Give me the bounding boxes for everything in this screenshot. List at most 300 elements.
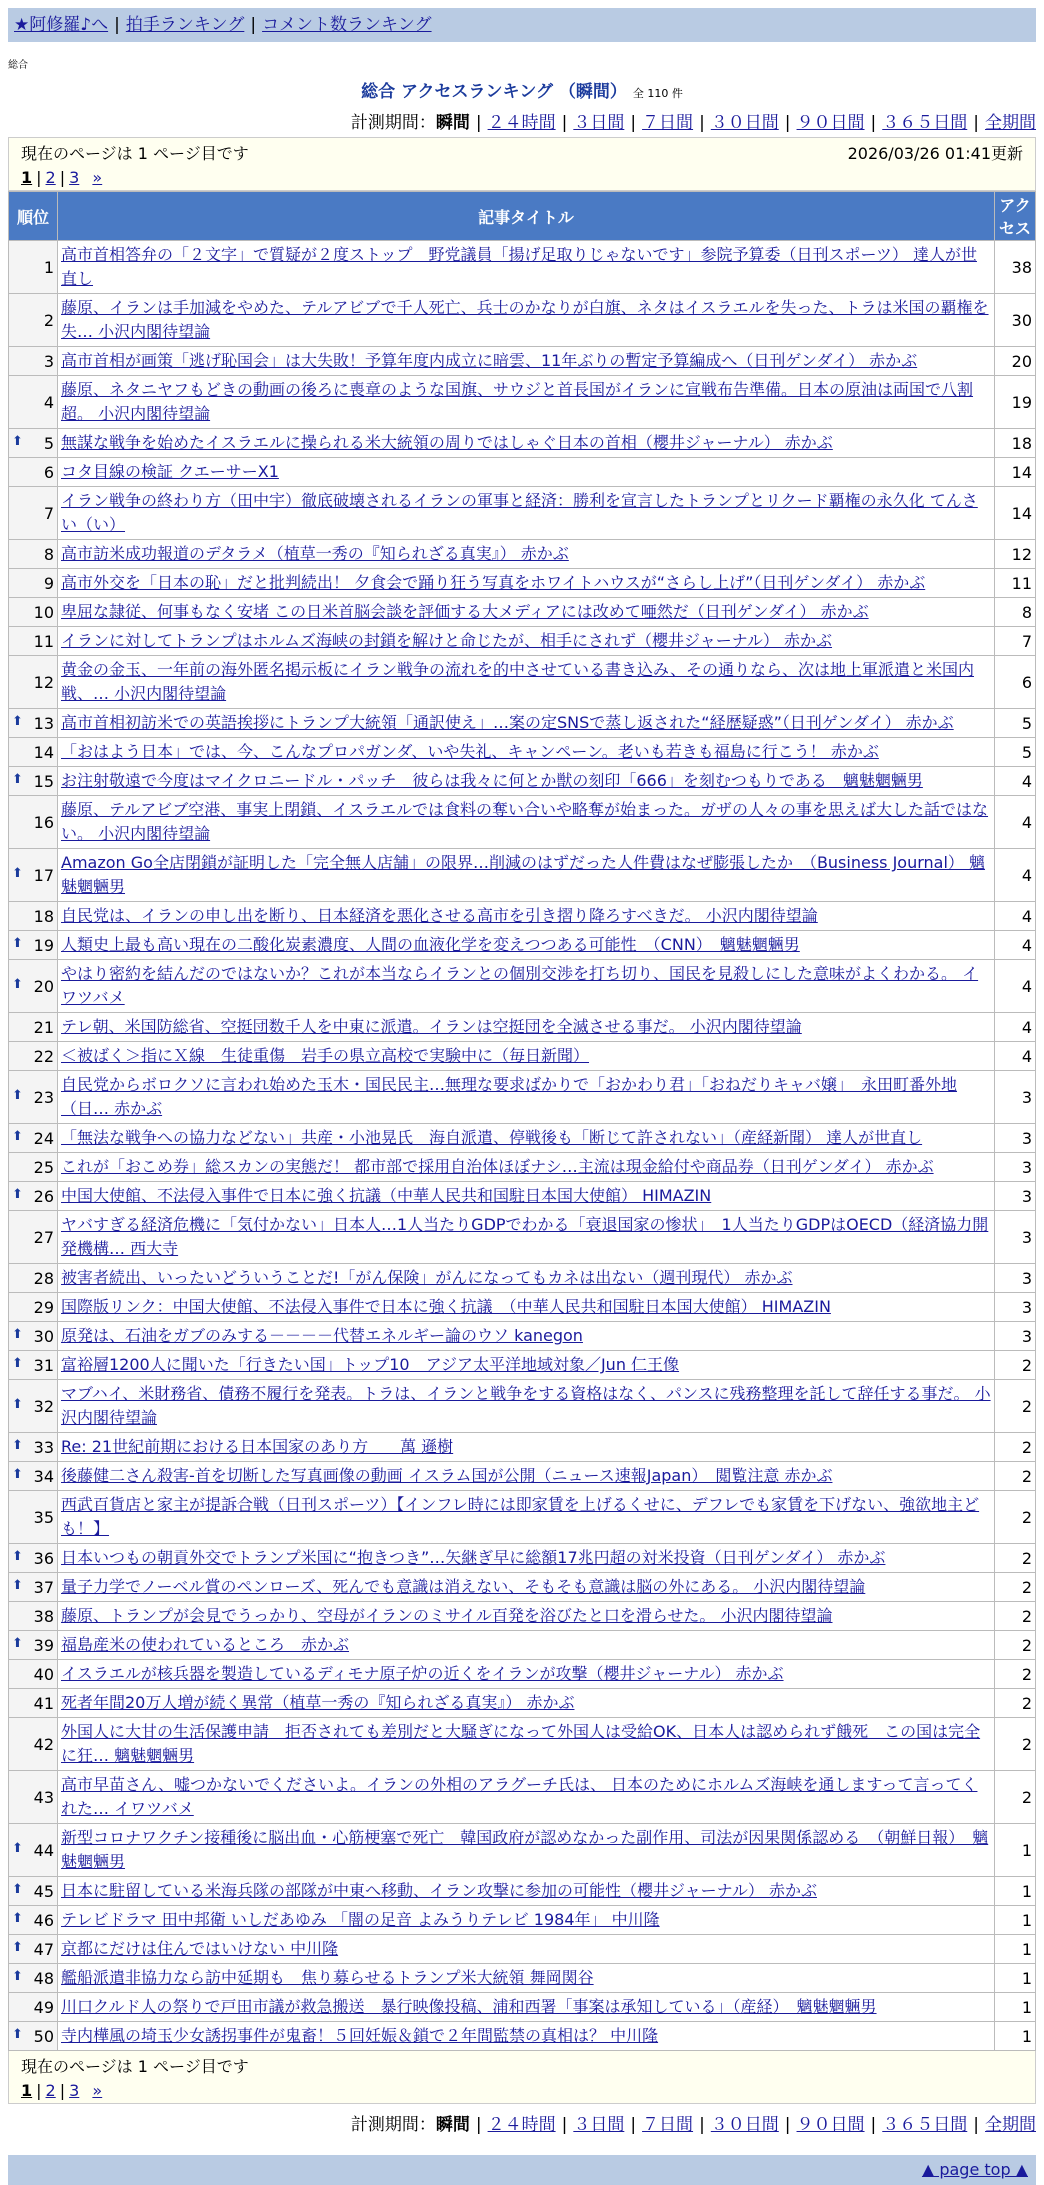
period-separator: | bbox=[630, 2115, 637, 2135]
rank-cell bbox=[9, 1573, 58, 1602]
table-row bbox=[9, 1153, 1036, 1182]
rank-cell bbox=[9, 796, 58, 849]
article-title-link[interactable]: 川口クルド人の祭りで戸田市議が救急搬送 暴行映像投稿、浦和西署「事案は承知している」（産経） 魑魅魍魎男 bbox=[61, 1997, 877, 2016]
access-count: 4 bbox=[995, 849, 1036, 902]
article-title-link[interactable]: 高市訪米成功報道のデタラメ（植草一秀の『知られざる真実』） 赤かぶ bbox=[61, 544, 569, 563]
rank-number: 43 bbox=[33, 1787, 54, 1807]
table-row bbox=[9, 1124, 1036, 1153]
access-count: 3 bbox=[995, 1211, 1036, 1264]
article-title-link[interactable]: 自民党は、イランの申し出を断り、日本経済を悪化させる高市を引き摺り降ろすべきだ。 小沢内閣待望論 bbox=[61, 906, 818, 925]
table-row bbox=[9, 960, 1036, 1013]
table-row bbox=[9, 2022, 1036, 2051]
rank-cell bbox=[9, 241, 58, 294]
rank-number: 34 bbox=[33, 1466, 54, 1486]
title-cell bbox=[58, 1071, 995, 1124]
period-link[interactable]: ９０日間 bbox=[796, 113, 865, 133]
article-title-link[interactable]: 藤原、トランプが会見でうっかり、空母がイランのミサイル百発を浴びたと口を滑らせた。 小沢内閣待望論 bbox=[61, 1606, 833, 1625]
rank-cell bbox=[9, 738, 58, 767]
title-cell bbox=[58, 569, 995, 598]
rank-cell bbox=[9, 1293, 58, 1322]
pager-current: 1 bbox=[21, 168, 33, 187]
access-count: 4 bbox=[995, 1013, 1036, 1042]
arrow-up-icon: ⬆ bbox=[12, 1128, 23, 1144]
access-count: 3 bbox=[995, 1071, 1036, 1124]
title-cell bbox=[58, 1013, 995, 1042]
article-title-link[interactable]: 自民党からボロクソに言われ始めた玉木・国民民主…無理な要求ばかりで「おかわり君」「おねだりキャバ嬢」 永田町番外地（日… 赤かぶ bbox=[61, 1075, 958, 1118]
title-cell bbox=[58, 598, 995, 627]
access-count: 20 bbox=[995, 347, 1036, 376]
rank-cell bbox=[9, 767, 58, 796]
access-count: 4 bbox=[995, 767, 1036, 796]
rank-cell bbox=[9, 2022, 58, 2051]
rank-cell bbox=[9, 1351, 58, 1380]
article-title-link[interactable]: 福島産米の使われているところ 赤かぶ bbox=[61, 1635, 350, 1654]
rank-number: 12 bbox=[33, 672, 54, 692]
category-label: 総合 bbox=[8, 60, 28, 71]
rank-cell bbox=[9, 1071, 58, 1124]
pager-page-link[interactable]: 2 bbox=[45, 2081, 56, 2100]
period-separator: | bbox=[784, 2115, 791, 2135]
article-title-link[interactable]: イラン戦争の終わり方（田中宇）徹底破壊されるイランの軍事と経済：勝利を宣言したトランプとリクード覇権の永久化 てんさい（い） bbox=[61, 491, 978, 534]
access-count: 2 bbox=[995, 1544, 1036, 1573]
pager-next-link[interactable]: » bbox=[92, 168, 103, 187]
period-separator: | bbox=[561, 113, 568, 133]
table-row bbox=[9, 1380, 1036, 1433]
article-title-link[interactable]: 後藤健二さん殺害-首を切断した写真画像の動画 イスラム国が公開（ニュース速報Japan） 閲覧注意 赤かぶ bbox=[61, 1466, 833, 1485]
pager-gap bbox=[83, 2081, 88, 2100]
title-cell bbox=[58, 1433, 995, 1462]
rank-cell bbox=[9, 1877, 58, 1906]
rank-cell bbox=[9, 1824, 58, 1877]
arrow-up-icon: ⬆ bbox=[12, 1548, 23, 1564]
rank-number: 13 bbox=[33, 713, 54, 733]
title-cell bbox=[58, 1877, 995, 1906]
access-count: 4 bbox=[995, 902, 1036, 931]
access-count: 2 bbox=[995, 1771, 1036, 1824]
period-separator: | bbox=[973, 2115, 979, 2135]
pager-separator: | bbox=[36, 2081, 42, 2100]
period-selector-bottom bbox=[0, 2110, 1036, 2135]
access-count: 4 bbox=[995, 1042, 1036, 1071]
article-title-link[interactable]: 藤原、ネタニヤフもどきの動画の後ろに喪章のような国旗、サウジと首長国がイランに宣戦布告準備。日本の原油は両国で八割超。 小沢内閣待望論 bbox=[61, 380, 974, 423]
title-cell bbox=[58, 1042, 995, 1071]
access-count: 2 bbox=[995, 1660, 1036, 1689]
rank-number: 41 bbox=[33, 1693, 54, 1713]
rank-cell bbox=[9, 1182, 58, 1211]
period-separator: | bbox=[699, 2115, 705, 2135]
access-count: 30 bbox=[995, 294, 1036, 347]
article-title-link[interactable]: 高市首相初訪米での英語挨拶にトランプ大統領「通訳使え」…案の定SNSで蒸し返された“経歴疑惑”（日刊ゲンダイ） 赤かぶ bbox=[61, 713, 954, 732]
article-title-link[interactable]: コタ目線の検証 クエーサーX1 bbox=[61, 462, 279, 481]
rank-number: 33 bbox=[33, 1437, 54, 1457]
bottom-bar bbox=[8, 2155, 1036, 2185]
table-row bbox=[9, 241, 1036, 294]
title-cell bbox=[58, 709, 995, 738]
access-count: 19 bbox=[995, 376, 1036, 429]
access-count: 14 bbox=[995, 458, 1036, 487]
article-title-link[interactable]: マブハイ、米財務省、債務不履行を発表。トラは、イランと戦争をする資格はなく、パンスに残務整理を託して辞任する事だ。 小沢内閣待望論 bbox=[61, 1384, 991, 1427]
title-cell bbox=[58, 1462, 995, 1491]
title-cell bbox=[58, 627, 995, 656]
title-cell bbox=[58, 767, 995, 796]
article-title-link[interactable]: テレビドラマ 田中邦衛 いしだあゆみ 「闇の足音 よみうりテレビ 1984年」 中川隆 bbox=[61, 1910, 660, 1929]
period-current: 瞬間 bbox=[435, 113, 470, 133]
arrow-up-icon: ⬆ bbox=[12, 713, 23, 729]
rank-cell bbox=[9, 1660, 58, 1689]
access-count: 2 bbox=[995, 1689, 1036, 1718]
article-title-link[interactable]: やはり密約を結んだのではないか？これが本当ならイランとの個別交渉を打ち切り、国民を見殺しにした意味がよくわかる。 イワツバメ bbox=[61, 964, 979, 1007]
title-cell bbox=[58, 1718, 995, 1771]
pager-page-link[interactable]: 3 bbox=[69, 2081, 80, 2100]
period-selector-top bbox=[0, 108, 1036, 133]
article-title-link[interactable]: 「おはよう日本」では、今、こんなプロパガンダ、いや失礼、キャンペーン。老いも若きも福島に行こう！ 赤かぶ bbox=[61, 742, 879, 761]
article-title-link[interactable]: Amazon Go全店閉鎖が証明した「完全無人店舗」の限界…削減のはずだった人件費はなぜ膨張したか （Business Journal） 魑魅魍魎男 bbox=[61, 853, 986, 896]
article-title-link[interactable]: Re: 21世紀前期における日本国家のあり方 萬 遜樹 bbox=[61, 1437, 454, 1456]
rank-cell bbox=[9, 569, 58, 598]
access-count: 2 bbox=[995, 1491, 1036, 1544]
rank-cell bbox=[9, 458, 58, 487]
rank-number: 24 bbox=[33, 1128, 54, 1148]
pager-gap bbox=[83, 168, 88, 187]
article-title-link[interactable]: 新型コロナワクチン接種後に脳出血・心筋梗塞で死亡 韓国政府が認めなかった副作用、司法が因果関係認める （朝鮮日報） 魑魅魍魎男 bbox=[61, 1828, 989, 1871]
period-link[interactable]: ３日間 bbox=[573, 2115, 625, 2135]
table-row bbox=[9, 1935, 1036, 1964]
page-title-row bbox=[0, 77, 1044, 102]
article-title-link[interactable]: 艦船派遣非協力なら訪中延期も 焦り募らせるトランプ米大統領 舞岡関谷 bbox=[61, 1968, 594, 1987]
table-row bbox=[9, 1906, 1036, 1935]
arrow-up-icon: ⬆ bbox=[12, 1326, 23, 1342]
rank-cell bbox=[9, 656, 58, 709]
rank-cell bbox=[9, 487, 58, 540]
arrow-up-icon: ⬆ bbox=[12, 1881, 23, 1897]
period-link[interactable]: 全期間 bbox=[985, 2115, 1036, 2135]
title-cell bbox=[58, 796, 995, 849]
rank-number: 48 bbox=[33, 1968, 54, 1988]
article-title-link[interactable]: 卑屈な隷従、何事もなく安堵 この日米首脳会談を評価する大メディアには改めて唖然だ（日刊ゲンダイ） 赤かぶ bbox=[61, 602, 869, 621]
table-row bbox=[9, 540, 1036, 569]
table-row bbox=[9, 1824, 1036, 1877]
table-row bbox=[9, 796, 1036, 849]
article-title-link[interactable]: 高市首相答弁の「２文字」で質疑が２度ストップ 野党議員「揚げ足取りじゃないです」参院予算委（日刊スポーツ） 達人が世直し bbox=[61, 245, 977, 288]
access-count: 1 bbox=[995, 1993, 1036, 2022]
table-row bbox=[9, 1718, 1036, 1771]
access-count: 4 bbox=[995, 960, 1036, 1013]
access-count: 2 bbox=[995, 1380, 1036, 1433]
title-cell bbox=[58, 1182, 995, 1211]
article-title-link[interactable]: 富裕層1200人に聞いた「行きたい国」トップ10 アジア太平洋地域対象／Jun 仁王像 bbox=[61, 1355, 680, 1374]
article-title-link[interactable]: 日本いつもの朝貢外交でトランプ米国に“抱きつき”…矢継ぎ早に総額17兆円超の対米投資（日刊ゲンダイ） 赤かぶ bbox=[61, 1548, 886, 1567]
article-title-link[interactable]: 中国大使館、不法侵入事件で日本に強く抗議（中華人民共和国駐日本国大使館） HIMAZIN bbox=[61, 1186, 712, 1205]
table-row bbox=[9, 376, 1036, 429]
page-info-box-bottom bbox=[8, 2051, 1036, 2104]
rank-number: 9 bbox=[43, 573, 54, 593]
table-row bbox=[9, 627, 1036, 656]
article-title-link[interactable]: ＜被ばく＞指にＸ線 生徒重傷 岩手の県立高校で実験中に（毎日新聞） bbox=[61, 1046, 590, 1065]
title-cell bbox=[58, 1124, 995, 1153]
access-count: 14 bbox=[995, 487, 1036, 540]
title-cell bbox=[58, 738, 995, 767]
rank-cell bbox=[9, 1153, 58, 1182]
title-cell bbox=[58, 1322, 995, 1351]
period-link[interactable]: ２４時間 bbox=[487, 2115, 556, 2135]
title-cell bbox=[58, 1351, 995, 1380]
rank-cell bbox=[9, 1013, 58, 1042]
table-row bbox=[9, 294, 1036, 347]
article-title-link[interactable]: 西武百貨店と家主が提訴合戦（日刊スポーツ）【インフレ時には即家賃を上げるくせに、デフレでも家賃を下げない、強欲地主ども！】 bbox=[61, 1495, 980, 1538]
article-title-link[interactable]: イスラエルが核兵器を製造しているディモナ原子炉の近くをイランが攻撃（櫻井ジャーナル） 赤かぶ bbox=[61, 1664, 784, 1683]
title-cell bbox=[58, 1264, 995, 1293]
rank-cell bbox=[9, 1544, 58, 1573]
rank-cell bbox=[9, 1124, 58, 1153]
rank-cell bbox=[9, 902, 58, 931]
access-count: 2 bbox=[995, 1573, 1036, 1602]
title-cell bbox=[58, 1964, 995, 1993]
pager-page-link[interactable]: 3 bbox=[69, 168, 80, 187]
rank-number: 40 bbox=[33, 1664, 54, 1684]
access-count: 18 bbox=[995, 429, 1036, 458]
period-link[interactable]: ７日間 bbox=[642, 113, 694, 133]
pager-page-link[interactable]: 2 bbox=[45, 168, 56, 187]
table-row bbox=[9, 1293, 1036, 1322]
title-cell bbox=[58, 849, 995, 902]
article-title-link[interactable]: 京都にだけは住んではいけない 中川隆 bbox=[61, 1939, 339, 1958]
access-count: 1 bbox=[995, 1906, 1036, 1935]
rank-cell bbox=[9, 1433, 58, 1462]
article-title-link[interactable]: 原発は、石油をガブのみする－－－－代替エネルギー論のウソ kanegon bbox=[61, 1326, 583, 1345]
title-cell bbox=[58, 931, 995, 960]
access-count: 2 bbox=[995, 1718, 1036, 1771]
rank-number: 37 bbox=[33, 1577, 54, 1597]
access-count: 4 bbox=[995, 931, 1036, 960]
rank-number: 32 bbox=[33, 1396, 54, 1416]
table-row bbox=[9, 1462, 1036, 1491]
rank-number: 18 bbox=[33, 906, 54, 926]
rank-number: 50 bbox=[33, 2026, 54, 2046]
access-count: 2 bbox=[995, 1631, 1036, 1660]
article-title-link[interactable]: 死者年間20万人増が続く異常（植草一秀の『知られざる真実』） 赤かぶ bbox=[61, 1693, 575, 1712]
title-cell bbox=[58, 540, 995, 569]
article-title-link[interactable]: 「無法な戦争への協力などない」共産・小池晃氏 海自派遣、停戦後も「断じて許されない」（産経新聞） 達人が世直し bbox=[61, 1128, 923, 1147]
access-count: 1 bbox=[995, 1824, 1036, 1877]
rank-number: 2 bbox=[43, 310, 54, 330]
arrow-up-icon: ⬆ bbox=[12, 1186, 23, 1202]
rank-cell bbox=[9, 1771, 58, 1824]
rank-number: 31 bbox=[33, 1355, 54, 1375]
article-title-link[interactable]: 高市首相が画策「逃げ恥国会」は大失敗！予算年度内成立に暗雲、11年ぶりの暫定予算編成へ（日刊ゲンダイ） 赤かぶ bbox=[61, 351, 918, 370]
rank-cell bbox=[9, 598, 58, 627]
arrow-up-icon: ⬆ bbox=[12, 1968, 23, 1984]
header-title: 記事タイトル bbox=[58, 192, 995, 241]
rank-cell bbox=[9, 1380, 58, 1433]
table-row bbox=[9, 1689, 1036, 1718]
access-count: 5 bbox=[995, 738, 1036, 767]
access-count: 7 bbox=[995, 627, 1036, 656]
rank-number: 28 bbox=[33, 1268, 54, 1288]
period-link[interactable]: ２４時間 bbox=[487, 113, 556, 133]
title-cell bbox=[58, 1573, 995, 1602]
rank-number: 35 bbox=[33, 1507, 54, 1527]
rank-cell bbox=[9, 709, 58, 738]
nav-link-comment-ranking[interactable]: コメント数ランキング bbox=[262, 15, 432, 35]
title-cell bbox=[58, 294, 995, 347]
rank-cell bbox=[9, 1491, 58, 1544]
period-link[interactable]: ３０日間 bbox=[710, 113, 779, 133]
arrow-up-icon: ⬆ bbox=[12, 1577, 23, 1593]
period-link[interactable]: ３６５日間 bbox=[882, 113, 968, 133]
table-row bbox=[9, 1602, 1036, 1631]
pager-next-link[interactable]: » bbox=[92, 2081, 103, 2100]
article-title-link[interactable]: 寺内樺風の埼玉少女誘拐事件が鬼畜！５回妊娠＆鎖で２年間監禁の真相は？ 中川隆 bbox=[61, 2026, 659, 2045]
table-row bbox=[9, 1264, 1036, 1293]
title-cell bbox=[58, 1602, 995, 1631]
access-count: 4 bbox=[995, 796, 1036, 849]
rank-number: 29 bbox=[33, 1297, 54, 1317]
title-cell bbox=[58, 1771, 995, 1824]
rank-number: 20 bbox=[33, 976, 54, 996]
arrow-up-icon: ⬆ bbox=[12, 1840, 23, 1856]
rank-number: 10 bbox=[33, 602, 54, 622]
rank-cell bbox=[9, 960, 58, 1013]
header-rank: 順位 bbox=[9, 192, 58, 241]
rank-number: 49 bbox=[33, 1997, 54, 2017]
article-title-link[interactable]: これが「おこめ券」総スカンの実態だ！ 都市部で採用自治体ほぼナシ…主流は現金給付や商品券（日刊ゲンダイ） 赤かぶ bbox=[61, 1157, 934, 1176]
rank-cell bbox=[9, 1689, 58, 1718]
nav-separator: | bbox=[114, 15, 120, 35]
rank-number: 42 bbox=[33, 1734, 54, 1754]
arrow-up-icon: ⬆ bbox=[12, 1087, 23, 1103]
table-row bbox=[9, 902, 1036, 931]
rank-number: 30 bbox=[33, 1326, 54, 1346]
arrow-up-icon: ⬆ bbox=[12, 2026, 23, 2042]
article-title-link[interactable]: 外国人に大甘の生活保護申請 拒否されても差別だと大騒ぎになって外国人は受給OK、日本人は認められず餓死 この国は完全に狂… 魑魅魍魎男 bbox=[61, 1722, 981, 1765]
nav-link-applause-ranking[interactable]: 拍手ランキング bbox=[125, 15, 245, 35]
access-count: 3 bbox=[995, 1153, 1036, 1182]
rank-number: 36 bbox=[33, 1548, 54, 1568]
page-top-link[interactable]: ▲ page top ▲ bbox=[921, 2160, 1028, 2179]
period-separator: | bbox=[699, 113, 705, 133]
access-count: 38 bbox=[995, 241, 1036, 294]
access-count: 1 bbox=[995, 1935, 1036, 1964]
article-title-link[interactable]: 無謀な戦争を始めたイスラエルに操られる米大統領の周りではしゃぐ日本の首相（櫻井ジャーナル） 赤かぶ bbox=[61, 433, 833, 452]
article-title-link[interactable]: お注射敬遠で今度はマイクロニードル・パッチ 彼らは我々に何とか獣の刻印「666」を刻むつもりである 魑魅魍魎男 bbox=[61, 771, 923, 790]
title-cell bbox=[58, 429, 995, 458]
period-separator: | bbox=[475, 113, 482, 133]
period-separator: | bbox=[630, 113, 637, 133]
period-link[interactable]: ３０日間 bbox=[710, 2115, 779, 2135]
page-info-text-bottom: 現在のページは 1 ページ目です bbox=[21, 2057, 249, 2076]
article-title-link[interactable]: 藤原、イランは手加減をやめた、テルアビブで千人死亡、兵士のかなりが白旗、ネタはイスラエルを失った、トラは米国の覇権を失… 小沢内閣待望論 bbox=[61, 298, 989, 341]
rank-cell bbox=[9, 294, 58, 347]
table-row bbox=[9, 598, 1036, 627]
arrow-up-icon: ⬆ bbox=[12, 1396, 23, 1412]
article-title-link[interactable]: 高市早苗さん、嘘つかないでくださいよ。イランの外相のアラグーチ氏は、 日本のためにホルムズ海峡を通しますって言ってくれた… イワツバメ bbox=[61, 1775, 978, 1818]
period-current: 瞬間 bbox=[435, 2115, 470, 2135]
title-cell bbox=[58, 656, 995, 709]
article-title-link[interactable]: ヤバすぎる経済危機に「気付かない」日本人…1人当たりGDPでわかる「衰退国家の惨状」 1人当たりGDPはOECD（経済協力開発機構… 西大寺 bbox=[61, 1215, 989, 1258]
table-row bbox=[9, 656, 1036, 709]
title-cell bbox=[58, 1660, 995, 1689]
article-title-link[interactable]: 藤原、テルアビブ空港、事実上閉鎖、イスラエルでは食料の奪い合いや略奪が始まった。ガザの人々の事を思えば大した話ではない。 小沢内閣待望論 bbox=[61, 800, 989, 843]
table-row bbox=[9, 569, 1036, 598]
table-row bbox=[9, 931, 1036, 960]
header-access: アクセス bbox=[995, 192, 1036, 241]
rank-cell bbox=[9, 376, 58, 429]
period-link[interactable]: ３６５日間 bbox=[882, 2115, 968, 2135]
table-row bbox=[9, 347, 1036, 376]
arrow-up-icon: ⬆ bbox=[12, 976, 23, 992]
period-link[interactable]: 全期間 bbox=[985, 113, 1036, 133]
rank-number: 6 bbox=[43, 462, 54, 482]
period-label: 計測期間： bbox=[350, 2115, 436, 2135]
table-row bbox=[9, 1573, 1036, 1602]
article-title-link[interactable]: 量子力学でノーベル賞のペンローズ、死んでも意識は消えない、そもそも意識は脳の外にある。 小沢内閣待望論 bbox=[61, 1577, 866, 1596]
rank-number: 39 bbox=[33, 1635, 54, 1655]
nav-separator: | bbox=[250, 15, 257, 35]
access-count: 8 bbox=[995, 598, 1036, 627]
period-separator: | bbox=[561, 2115, 568, 2135]
rank-number: 21 bbox=[33, 1017, 54, 1037]
item-count: 全 110 件 bbox=[632, 87, 683, 100]
rank-cell bbox=[9, 1462, 58, 1491]
rank-cell bbox=[9, 347, 58, 376]
title-cell bbox=[58, 1993, 995, 2022]
article-title-link[interactable]: 被害者続出、いったいどういうことだ!「がん保険」がんになってもカネは出ない（週刊現代） 赤かぶ bbox=[61, 1268, 793, 1287]
rank-cell bbox=[9, 429, 58, 458]
table-row bbox=[9, 1771, 1036, 1824]
rank-number: 23 bbox=[33, 1087, 54, 1107]
rank-number: 25 bbox=[33, 1157, 54, 1177]
table-row bbox=[9, 1071, 1036, 1124]
period-link[interactable]: ７日間 bbox=[642, 2115, 694, 2135]
table-row bbox=[9, 1433, 1036, 1462]
rank-cell bbox=[9, 1906, 58, 1935]
rank-number: 15 bbox=[33, 771, 54, 791]
arrow-up-icon: ⬆ bbox=[12, 433, 23, 449]
access-count: 3 bbox=[995, 1322, 1036, 1351]
article-title-link[interactable]: 日本に駐留している米海兵隊の部隊が中東へ移動、イラン攻撃に参加の可能性（櫻井ジャーナル） 赤かぶ bbox=[61, 1881, 817, 1900]
title-cell bbox=[58, 458, 995, 487]
arrow-up-icon: ⬆ bbox=[12, 865, 23, 881]
table-row bbox=[9, 1993, 1036, 2022]
rank-number: 8 bbox=[43, 544, 54, 564]
period-link[interactable]: ３日間 bbox=[573, 113, 625, 133]
rank-number: 11 bbox=[33, 631, 54, 651]
title-cell bbox=[58, 241, 995, 294]
title-cell bbox=[58, 1824, 995, 1877]
table-row bbox=[9, 1322, 1036, 1351]
article-title-link[interactable]: テレ朝、米国防総省、空挺団数千人を中東に派遣。イランは空挺団を全滅させる事だ。 小沢内閣待望論 bbox=[61, 1017, 802, 1036]
updated-timestamp: 2026/03/26 01:41更新 bbox=[847, 144, 1023, 163]
access-count: 3 bbox=[995, 1182, 1036, 1211]
article-title-link[interactable]: 国際版リンク：中国大使館、不法侵入事件で日本に強く抗議 （中華人民共和国駐日本国大使館） HIMAZIN bbox=[61, 1297, 831, 1316]
period-link[interactable]: ９０日間 bbox=[796, 2115, 865, 2135]
period-separator: | bbox=[870, 113, 877, 133]
access-count: 5 bbox=[995, 709, 1036, 738]
article-title-link[interactable]: 高市外交を「日本の恥」だと批判続出！ 夕食会で踊り狂う写真をホワイトハウスが“さらし上げ”（日刊ゲンダイ） 赤かぶ bbox=[61, 573, 926, 592]
title-cell bbox=[58, 1935, 995, 1964]
article-title-link[interactable]: イランに対してトランプはホルムズ海峡の封鎖を解けと命じたが、相手にされず（櫻井ジャーナル） 赤かぶ bbox=[61, 631, 833, 650]
table-row bbox=[9, 487, 1036, 540]
nav-link-asyura[interactable]: ★阿修羅♪へ bbox=[14, 15, 109, 35]
access-count: 3 bbox=[995, 1124, 1036, 1153]
article-title-link[interactable]: 黄金の金玉、一年前の海外匿名掲示板にイラン戦争の流れを的中させている書き込み、その通りなら、次は地上軍派遣と米国内戦、… 小沢内閣待望論 bbox=[61, 660, 974, 703]
rank-cell bbox=[9, 540, 58, 569]
rank-cell bbox=[9, 1042, 58, 1071]
table-row bbox=[9, 1631, 1036, 1660]
pager-current: 1 bbox=[21, 2081, 33, 2100]
title-cell bbox=[58, 1491, 995, 1544]
article-title-link[interactable]: 人類史上最も高い現在の二酸化炭素濃度、人間の血液化学を変えつつある可能性 （CNN） 魑魅魍魎男 bbox=[61, 935, 800, 954]
